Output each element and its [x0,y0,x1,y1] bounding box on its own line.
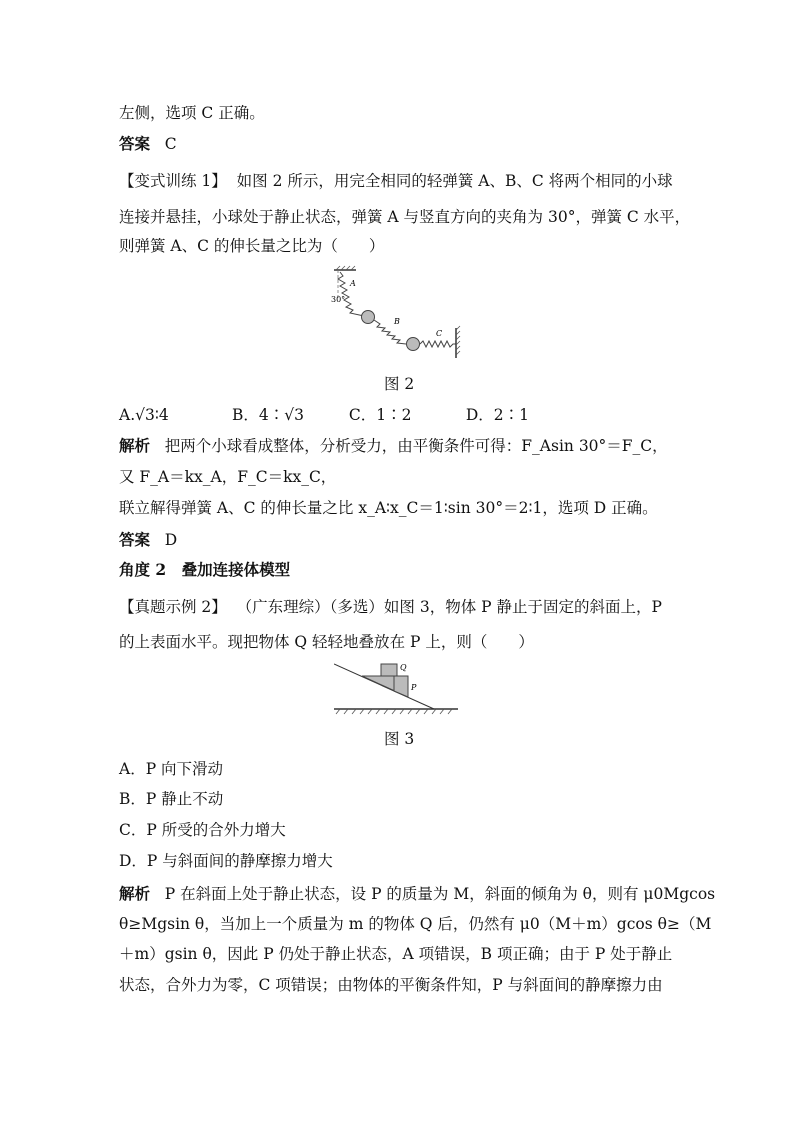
option-2-c: C．P 所受的合外力增大 [119,821,286,839]
figure-3-caption: 图 3 [384,730,415,748]
analysis-2-line-1 [119,884,715,904]
angle-heading: 角度 2 叠加连接体模型 [119,560,291,579]
example-line-2: 的上表面水平。现把物体 Q 轻轻地叠放在 P 上，则（ ） [119,633,534,651]
angle-label: 30° [331,295,346,304]
label-a: A [350,279,356,288]
example-line-1 [119,597,662,617]
option-2-b: B．P 静止不动 [119,790,224,808]
answer-value: C [164,135,177,153]
option-2-d: D．P 与斜面间的静摩擦力增大 [119,852,333,870]
analysis-1-text-1: 把两个小球看成整体，分析受力，由平衡条件可得：F_Asin 30°＝F_C， [164,437,668,455]
analysis-label: 解析 [119,884,151,903]
answer-value: D [164,531,178,549]
example-tag: 【真题示例 2】 [119,598,227,616]
label-p: P [411,683,417,692]
variant-line-2: 连接并悬挂，小球处于静止状态，弹簧 A 与竖直方向的夹角为 30°，弹簧 C 水平， [119,208,691,226]
variant-text-1: 如图 2 所示，用完全相同的轻弹簧 A、B、C 将两个相同的小球 [236,172,673,190]
analysis-2-line-3: ＋m）gsin θ，因此 P 仍处于静止状态，A 项错误，B 项正确；由于 P 处于静止 [119,945,673,963]
options-1 [119,405,529,425]
figure-2-springs [328,264,468,360]
example-text-1: （广东理综）（多选）如图 3，物体 P 静止于固定的斜面上，P [236,598,662,616]
answer-1 [119,134,177,154]
option-2-a: A．P 向下滑动 [119,760,224,778]
label-q: Q [400,663,407,672]
analysis-label: 解析 [119,436,151,455]
analysis-2-line-4: 状态，合外力为零，C 项错误；由物体的平衡条件知，P 与斜面间的静摩擦力由 [119,976,663,994]
analysis-1-line-3: 联立解得弹簧 A、C 的伸长量之比 x_A∶x_C＝1∶sin 30°＝2∶1，选项 D 正确。 [119,499,658,517]
label-b: B [394,317,400,326]
answer-label: 答案 [119,530,151,549]
analysis-2-text-1: P 在斜面上处于静止状态，设 P 的质量为 M，斜面的倾角为 θ，则有 μ0Mgcos [164,885,716,903]
variant-tag: 【变式训练 1】 [119,172,227,190]
option-d: D．2∶1 [465,406,529,424]
variant-line-1 [119,171,673,191]
answer-2 [119,530,177,550]
label-c: C [436,329,443,338]
option-b: B．4∶√3 [231,406,304,424]
option-c: C．1∶2 [348,406,412,424]
figure-2-caption: 图 2 [384,375,415,393]
answer-label: 答案 [119,134,151,153]
variant-line-3: 则弹簧 A、C 的伸长量之比为（ ） [119,237,385,255]
option-a: A.√3∶4 [119,406,169,424]
figure-3-incline [334,658,460,718]
continued-text: 左侧，选项 C 正确。 [119,104,265,122]
analysis-1-line-2: 又 F_A＝kx_A，F_C＝kx_C， [119,468,337,486]
analysis-2-line-2: θ≥Mgsin θ，当加上一个质量为 m 的物体 Q 后，仍然有 μ0（M＋m）gcos θ≥（M [119,915,712,933]
analysis-1-line-1 [119,436,668,456]
